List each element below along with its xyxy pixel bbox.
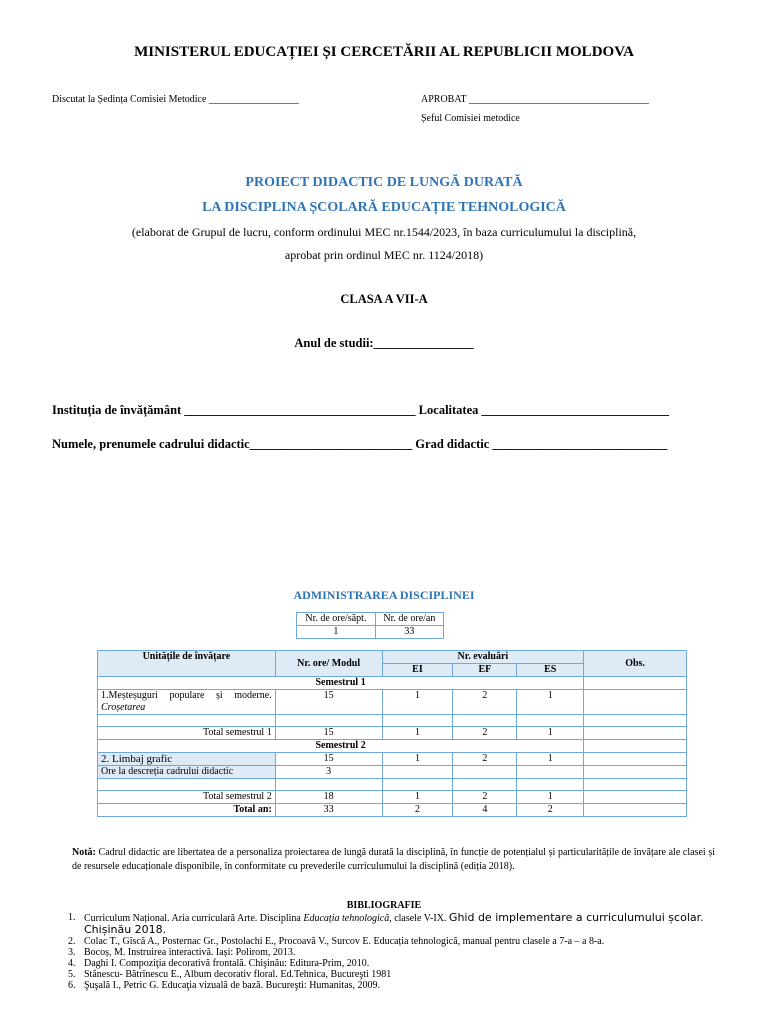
total-year-ef: 4 bbox=[453, 804, 517, 817]
table-row bbox=[98, 715, 687, 727]
list-item: 5. Stănescu- Bătrînescu E., Album decorativ floral. Ed.Tehnica, Bucureşti 1981 bbox=[68, 969, 392, 980]
institution-field: Instituția de învățământ _____________________________________ Localitatea ______________________________ bbox=[52, 403, 670, 417]
total-sem1-ei: 1 bbox=[382, 727, 453, 740]
total-sem1-ef: 2 bbox=[453, 727, 517, 740]
ministry-title: MINISTERUL EDUCAȚIEI ȘI CERCETĂRII AL REPUBLICII MOLDOVA bbox=[134, 44, 634, 60]
table-row bbox=[98, 779, 687, 791]
unit-2-hours: 15 bbox=[275, 753, 382, 766]
hours-year-label: Nr. de ore/an bbox=[375, 613, 443, 626]
discretion-hours: 3 bbox=[275, 766, 382, 779]
discretion-hours-label: Ore la descreția cadrului didactic bbox=[98, 766, 276, 779]
unit-1-hours: 15 bbox=[275, 690, 382, 715]
total-year-hours: 33 bbox=[275, 804, 382, 817]
total-sem2-label: Total semestrul 2 bbox=[98, 791, 276, 804]
unit-2-title: 2. Limbaj grafic bbox=[98, 753, 276, 766]
total-sem2-es: 1 bbox=[517, 791, 584, 804]
unit-2-ei: 1 bbox=[382, 753, 453, 766]
hours-week-value: 1 bbox=[297, 626, 376, 639]
total-sem2-ef: 2 bbox=[453, 791, 517, 804]
project-title-line1: PROIECT DIDACTIC DE LUNGĂ DURATĂ bbox=[245, 175, 523, 190]
total-sem2-ei: 1 bbox=[382, 791, 453, 804]
bibliography-title: BIBLIOGRAFIE bbox=[346, 900, 422, 911]
total-year-label: Total an: bbox=[98, 804, 276, 817]
list-item: 6. Şuşală I., Petric G. Educaţia vizuală de bază. Bucureşti: Humanitas, 2009. bbox=[68, 980, 381, 991]
approved-line: APROBAT ____________________________________ bbox=[421, 94, 649, 105]
header-hours: Nr. ore/ Modul bbox=[275, 651, 382, 677]
project-subtitle-line1: (elaborat de Grupul de lucru, conform ordinului MEC nr.1544/2023, în baza curriculumului la disciplină, bbox=[131, 225, 637, 239]
table-row bbox=[98, 677, 687, 690]
total-sem2-hours: 18 bbox=[275, 791, 382, 804]
header-evaluations: Nr. evaluări bbox=[382, 651, 584, 664]
hours-week-label: Nr. de ore/săpt. bbox=[297, 613, 376, 626]
header-units: Unitățile de învățare bbox=[98, 651, 276, 677]
note-paragraph bbox=[72, 846, 715, 874]
header-es: ES bbox=[517, 664, 584, 677]
table-row bbox=[98, 791, 687, 804]
bibliography-list bbox=[68, 912, 728, 991]
semester-2-label: Semestrul 2 bbox=[98, 740, 584, 753]
unit-1-cell bbox=[98, 690, 276, 715]
project-subtitle-line2: aprobat prin ordinul MEC nr. 1124/2018) bbox=[284, 248, 484, 262]
total-year-es: 2 bbox=[517, 804, 584, 817]
discussed-line: Discutat la Ședința Comisiei Metodice __________________ bbox=[52, 94, 299, 105]
total-sem1-es: 1 bbox=[517, 727, 584, 740]
class-label: CLASA A VII-A bbox=[340, 292, 428, 306]
project-title-line2: LA DISCIPLINA ȘCOLARĂ EDUCAȚIE TEHNOLOGICĂ bbox=[202, 200, 566, 215]
table-row bbox=[98, 690, 687, 715]
table-row bbox=[98, 727, 687, 740]
table-row bbox=[98, 740, 687, 753]
table-row bbox=[98, 766, 687, 779]
hours-year-value: 33 bbox=[375, 626, 443, 639]
unit-2-es: 1 bbox=[517, 753, 584, 766]
total-sem1-hours: 15 bbox=[275, 727, 382, 740]
unit-1-title: 1.Meșteșuguri populare și moderne. bbox=[101, 690, 272, 701]
total-year-ei: 2 bbox=[382, 804, 453, 817]
header-ef: EF bbox=[453, 664, 517, 677]
hours-summary-table bbox=[296, 612, 444, 639]
note-text: Cadrul didactic are libertatea de a personaliza proiectarea de lungă durată la disciplină, în funcție de potențialul și particularitățile de învățare ale clasei și de resursele educaționale disponibile, în conformitate cu prevederile curriculumului la disciplină (ediția 2018). bbox=[72, 847, 715, 872]
semester-1-label: Semestrul 1 bbox=[98, 677, 584, 690]
total-sem1-label: Total semestrul 1 bbox=[98, 727, 276, 740]
head-of-commission: Șeful Comisiei metodice bbox=[421, 113, 520, 124]
unit-1-ef: 2 bbox=[453, 690, 517, 715]
list-item: 1. Curriculum Național. Aria curriculară Arte. Disciplina Educația tehnologică, clasele V-IX. Ghid de implementare a curriculumului școlar. Chișinău 2018. bbox=[68, 911, 704, 936]
list-item: 3. Bocoș, M. Instruirea interactivă. Iași: Polirom, 2013. bbox=[68, 947, 296, 958]
unit-1-es: 1 bbox=[517, 690, 584, 715]
header-obs: Obs. bbox=[584, 651, 687, 677]
unit-2-ef: 2 bbox=[453, 753, 517, 766]
list-item: 4. Daghi I. Compoziţia decorativă frontală. Chişinău: Editura-Prim, 2010. bbox=[68, 958, 370, 969]
administration-title: ADMINISTRAREA DISCIPLINEI bbox=[293, 588, 475, 602]
teacher-field: Numele, prenumele cadrului didactic__________________________ Grad didactic ____________________________ bbox=[52, 437, 668, 451]
table-row bbox=[98, 753, 687, 766]
list-item: 2. Colac T., Gîscă A., Posternac Gr., Postolachi E., Procoavă V., Surcov E. Educația tehnologică, manual pentru clasele a 7-a – a 8-a. bbox=[68, 936, 605, 947]
study-year: Anul de studii:________________ bbox=[294, 336, 474, 350]
learning-units-table bbox=[97, 650, 687, 817]
unit-1-subtitle: Croșetarea bbox=[101, 702, 146, 713]
header-ei: EI bbox=[382, 664, 453, 677]
unit-1-ei: 1 bbox=[382, 690, 453, 715]
note-label: Notă: bbox=[72, 847, 96, 858]
table-row bbox=[98, 804, 687, 817]
